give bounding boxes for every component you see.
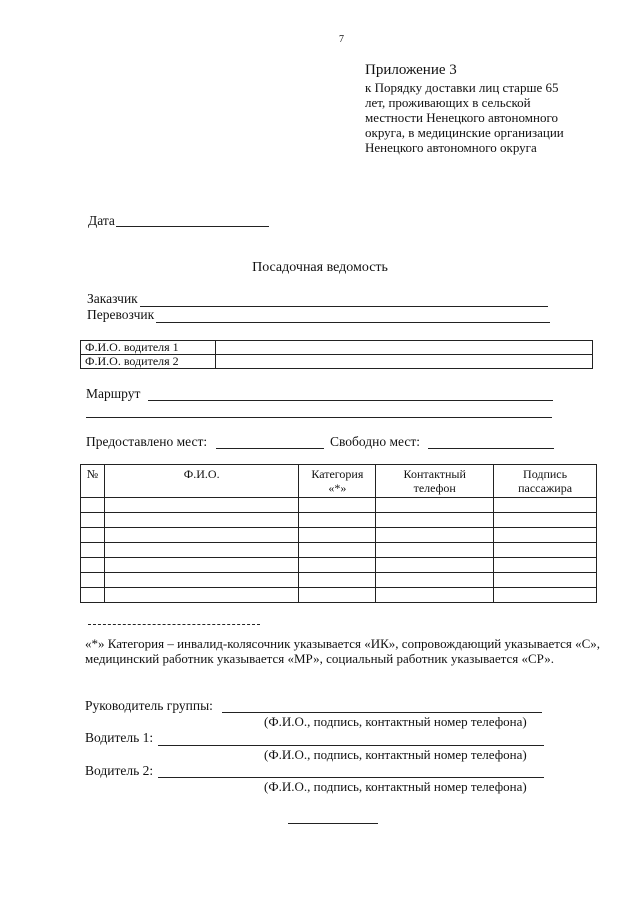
- header-text: «*»: [328, 481, 347, 495]
- group-leader-label: Руководитель группы:: [85, 698, 213, 713]
- table-row: [81, 558, 597, 573]
- header-text: Подпись: [523, 467, 568, 481]
- drivers-table: [80, 340, 593, 369]
- footnote-separator: [88, 624, 260, 625]
- header-text: пассажира: [518, 481, 573, 495]
- appendix-line: лет, проживающих в сельской: [365, 95, 531, 110]
- table-row: [81, 543, 597, 558]
- header-text: Ф.И.О.: [183, 467, 220, 481]
- table-row: [81, 588, 597, 603]
- driver1-value: [216, 341, 593, 355]
- driver1-signature-label: Водитель 1:: [85, 730, 154, 745]
- header-text: Категория: [311, 467, 364, 481]
- group-leader-caption: (Ф.И.О., подпись, контактный номер телефона): [264, 714, 527, 729]
- date-label: Дата: [88, 213, 115, 228]
- table-header-row: [81, 465, 597, 498]
- table-row: [81, 573, 597, 588]
- driver2-value: [216, 355, 593, 369]
- appendix-line: Ненецкого автономного округа: [365, 140, 537, 155]
- driver2-label: Ф.И.О. водителя 2: [81, 355, 216, 369]
- header-number: [81, 465, 105, 498]
- appendix-line: местности Ненецкого автономного: [365, 110, 558, 125]
- header-category: [299, 465, 376, 498]
- driver2-signature-line: [158, 777, 544, 778]
- table-row: [81, 528, 597, 543]
- header-text: телефон: [413, 481, 456, 495]
- header-text: №: [86, 467, 99, 481]
- driver2-caption: (Ф.И.О., подпись, контактный номер телефона): [264, 779, 527, 794]
- seats-provided-label: Предоставлено мест:: [86, 434, 208, 449]
- date-field-line: [116, 226, 269, 227]
- route-field-line-1: [148, 400, 553, 401]
- route-field-line-2: [86, 417, 552, 418]
- table-row: [81, 513, 597, 528]
- driver2-signature-label: Водитель 2:: [85, 763, 154, 778]
- customer-field-line: [140, 306, 548, 307]
- appendix-block: [365, 61, 564, 155]
- end-of-document-line: [288, 823, 378, 824]
- header-signature: [494, 465, 597, 498]
- seats-free-label: Свободно мест:: [330, 434, 420, 449]
- header-text: Контактный: [403, 467, 466, 481]
- document-title: Посадочная ведомость: [252, 260, 388, 275]
- carrier-field-line: [156, 322, 550, 323]
- carrier-label: Перевозчик: [87, 307, 155, 322]
- appendix-title: Приложение 3: [365, 62, 457, 78]
- header-phone: [376, 465, 494, 498]
- route-label: Маршрут: [86, 386, 141, 401]
- passenger-table: [80, 464, 597, 603]
- driver1-caption: (Ф.И.О., подпись, контактный номер телефона): [264, 747, 527, 762]
- seats-free-line: [428, 448, 554, 449]
- footnote-text: «*» Категория – инвалид-колясочник указывается «ИК», сопровождающий указывается «С», медицинский работник указывается «МР», социальный работник указывается «СР».: [85, 636, 601, 666]
- header-fio: [104, 465, 298, 498]
- customer-label: Заказчик: [87, 291, 138, 306]
- driver1-label: Ф.И.О. водителя 1: [81, 341, 216, 355]
- table-row: [81, 498, 597, 513]
- seats-provided-line: [216, 448, 324, 449]
- group-leader-line: [222, 712, 542, 713]
- driver1-signature-line: [158, 745, 544, 746]
- page-number: 7: [339, 34, 344, 45]
- table-row: [81, 341, 593, 355]
- appendix-line: округа, в медицинские организации: [365, 125, 564, 140]
- appendix-line: к Порядку доставки лиц старше 65: [365, 80, 559, 95]
- table-row: [81, 355, 593, 369]
